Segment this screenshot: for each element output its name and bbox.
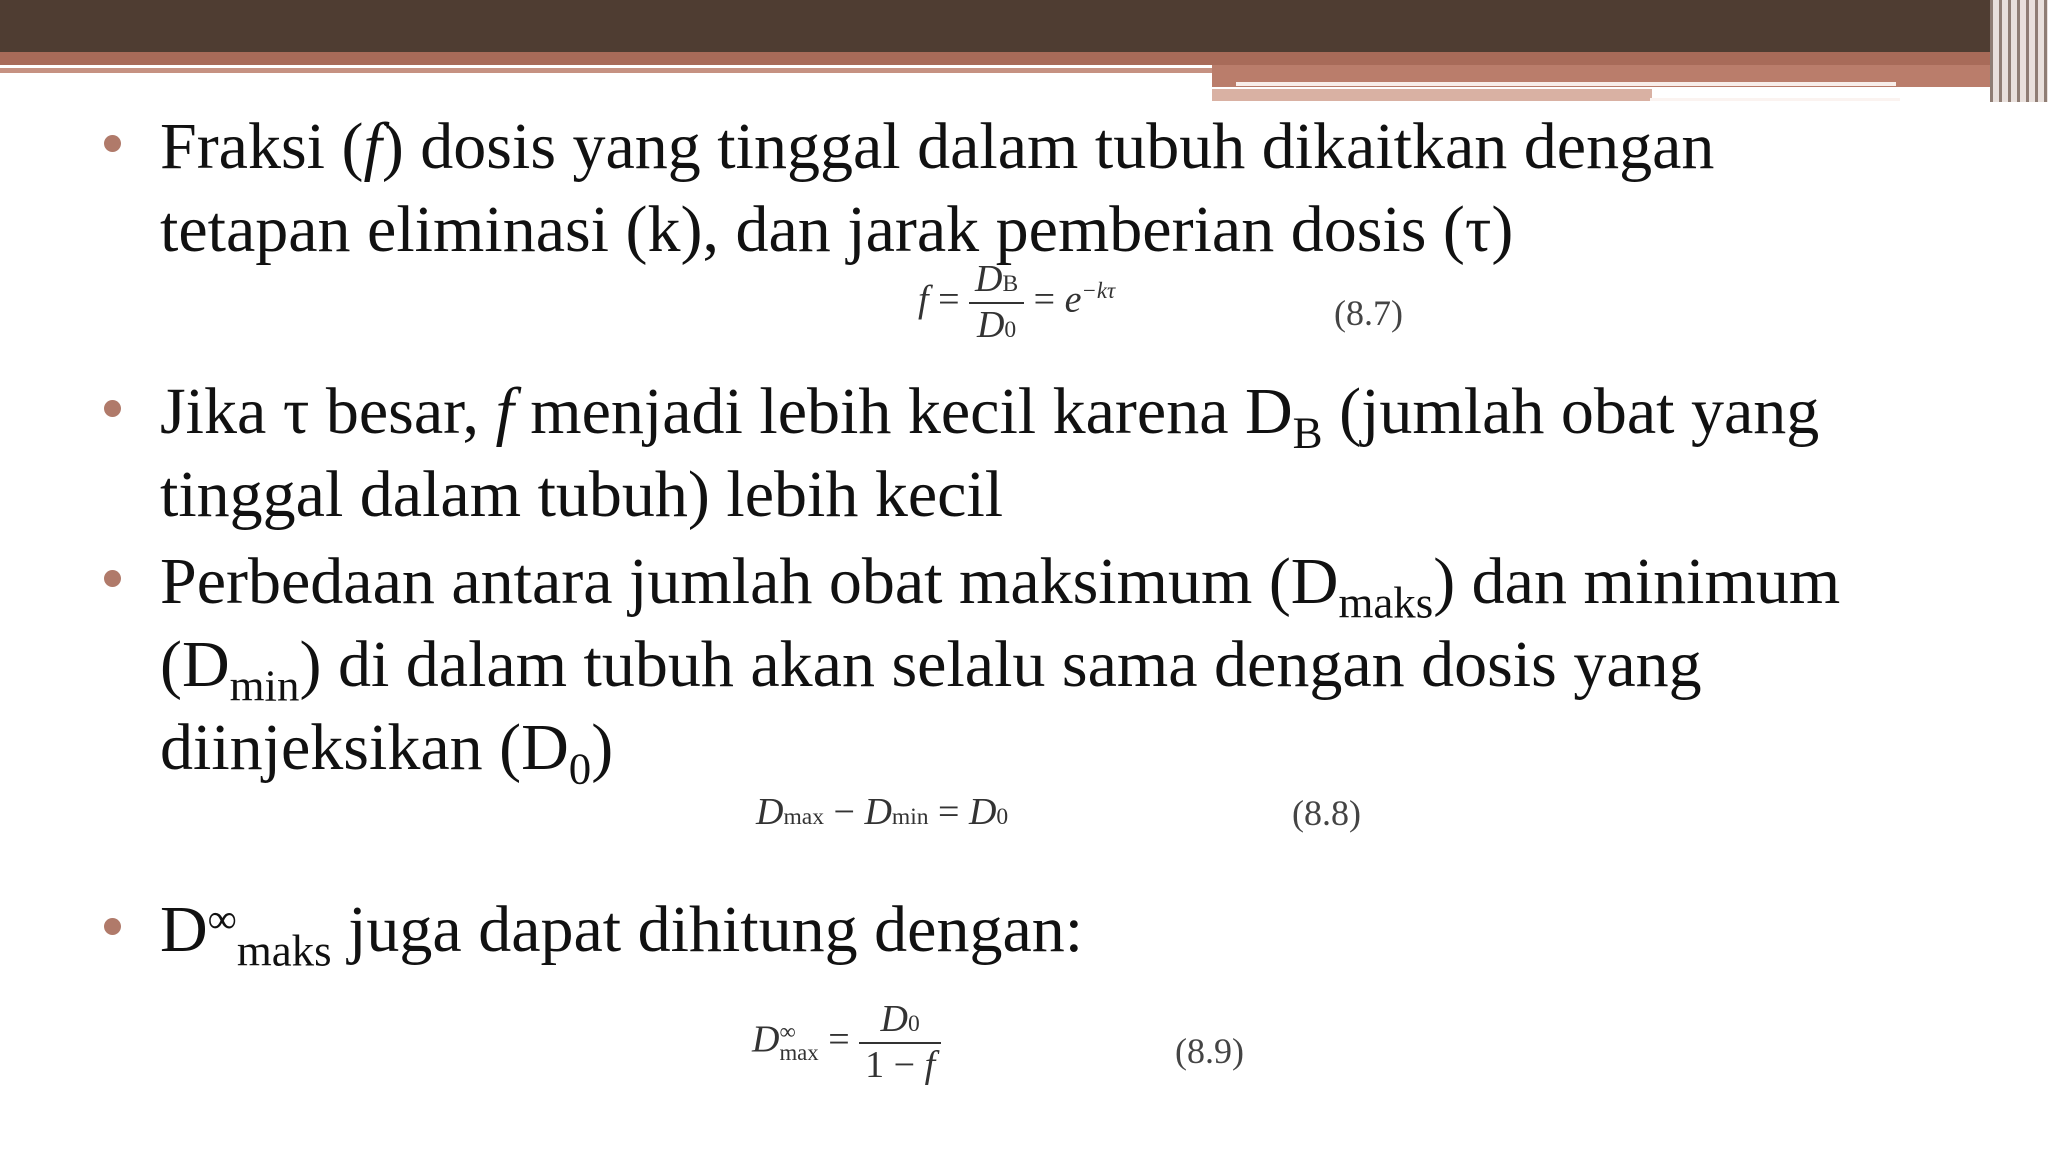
bullet-2-line-2: tinggal dalam tubuh) lebih kecil — [160, 458, 1004, 531]
fraction-db-d0: $\frac{DB}{D0}$ — [969, 258, 1024, 347]
header-bar-pink — [1212, 89, 1652, 101]
equation-number-8-9: (8.9) — [1175, 1031, 1244, 1071]
equation-8-8: Dmax − Dmin = D0 — [756, 791, 1009, 833]
bullet-dot — [104, 135, 121, 152]
header-bar-thin-line — [0, 68, 1212, 73]
header-bar-highlight — [1236, 82, 1896, 86]
bullet-dot — [104, 918, 121, 935]
bullet-dot — [104, 570, 121, 587]
header-bar-accent — [0, 52, 1990, 65]
bullet-3-line-3: diinjeksikan $(D_0)$ — [160, 711, 614, 794]
header-bar-highlight-short — [1650, 98, 1900, 101]
bullet-dot — [104, 400, 121, 417]
bullet-1-line-2: tetapan eliminasi (k), dan jarak pemberian dosis (τ) — [160, 193, 1514, 266]
fraction-d0-one-minus-f: $\frac{D0}{1 - f}$ — [859, 998, 941, 1087]
equation-number-8-8: (8.8) — [1292, 793, 1361, 833]
bullet-4 — [160, 888, 2000, 976]
bullet-2-line-1: Jika τ besar, f menjadi lebih kecil karena $D_B$ (jumlah obat yang — [160, 375, 1820, 458]
bullet-4-line-1: $D^\infty_{maks}$ juga dapat dihitung dengan: — [160, 893, 1084, 976]
equation-number-8-7: (8.7) — [1334, 293, 1403, 333]
bullet-1-line-1: Fraksi (f) dosis yang tinggal dalam tubuh dikaitkan dengan — [160, 110, 1715, 183]
bullet-3 — [160, 540, 2000, 794]
bullet-2 — [160, 370, 2000, 536]
bullet-1 — [160, 105, 2000, 271]
bullet-3-line-2: $(D_{min})$ di dalam tubuh akan selalu sama dengan dosis yang — [160, 628, 1702, 711]
bullet-3-line-1: Perbedaan antara jumlah obat maksimum $(D_{maks})$ dan minimum — [160, 545, 1841, 628]
header-bar-dark — [0, 0, 2048, 52]
equation-8-9: D ∞ max = $\frac{D0}{1 - f}$ — [752, 998, 941, 1087]
header-edge-stripes — [1990, 0, 2048, 102]
equation-8-7: f = $\frac{DB}{D0}$ = $e^{-k\tau}$ — [918, 258, 1116, 346]
